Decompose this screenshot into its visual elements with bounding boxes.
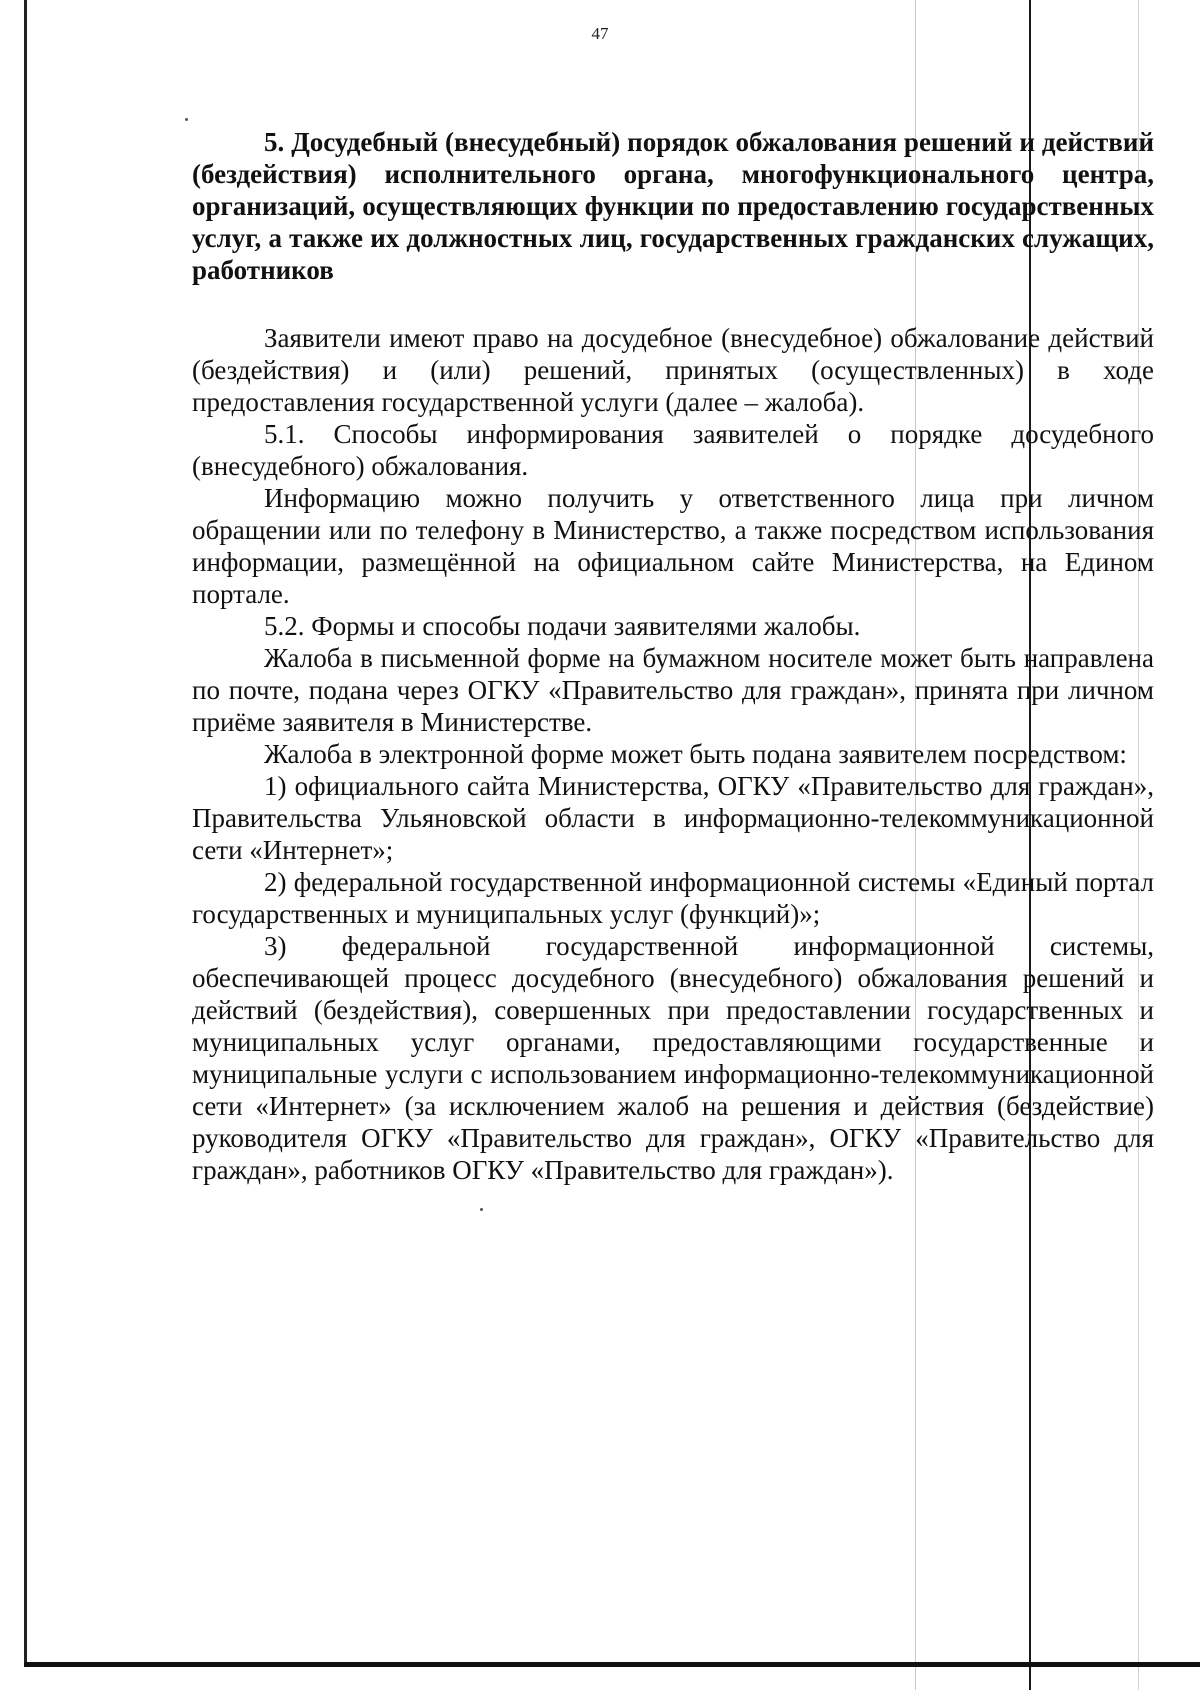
page-number: 47 xyxy=(591,24,609,43)
scan-border-bottom xyxy=(24,1662,1200,1667)
document-body xyxy=(192,126,1154,1186)
list-item: 2) федеральной государственной информационной системы «Единый портал государственных и муниципальных услуг (функций)»; xyxy=(192,867,1154,929)
paragraph: 5.2. Формы и способы подачи заявителями жалобы. xyxy=(264,611,861,641)
section-heading: 5. Досудебный (внесудебный) порядок обжалования решений и действий (бездействия) исполнительного органа, многофункционального центра, организаций, осуществляющих функции по предоставлению государственных услуг, а также их должностных лиц, государственных гражданских служащих, работников xyxy=(192,127,1154,285)
paragraph: 5.1. Способы информирования заявителей о порядке досудебного (внесудебного) обжалования. xyxy=(192,419,1154,481)
scan-speck xyxy=(185,118,188,121)
list-item: 1) официального сайта Министерства, ОГКУ «Правительство для граждан», Правительства Ульяновской области в информационно-телекоммуникационной сети «Интернет»; xyxy=(192,771,1154,865)
scan-border-left xyxy=(24,0,27,1667)
scan-speck xyxy=(480,1208,483,1211)
paragraph: Заявители имеют право на досудебное (внесудебное) обжалование действий (бездействия) и (или) решений, принятых (осуществленных) в ходе предоставления государственной услуги (далее – жалоба). xyxy=(192,323,1154,417)
paragraph: Информацию можно получить у ответственного лица при личном обращении или по телефону в Министерство, а также посредством использования информации, размещённой на официальном сайте Министерства, на Едином портале. xyxy=(192,483,1154,609)
paragraph: Жалоба в электронной форме может быть подана заявителем посредством: xyxy=(264,739,1127,769)
paragraph: Жалоба в письменной форме на бумажном носителе может быть направлена по почте, подана через ОГКУ «Правительство для граждан», принята при личном приёме заявителя в Министерстве. xyxy=(192,643,1154,737)
list-item: 3) федеральной государственной информационной системы, обеспечивающей процесс досудебного (внесудебного) обжалования решений и действий (бездействия), совершенных при предоставлении государственных и муниципальных услуг органами, предоставляющими государственные и муниципальные услуги с использованием информационно-телекоммуникационной сети «Интернет» (за исключением жалоб на решения и действия (бездействие) руководителя ОГКУ «Правительство для граждан», ОГКУ «Правительство для граждан», работников ОГКУ «Правительство для граждан»). xyxy=(192,931,1154,1185)
